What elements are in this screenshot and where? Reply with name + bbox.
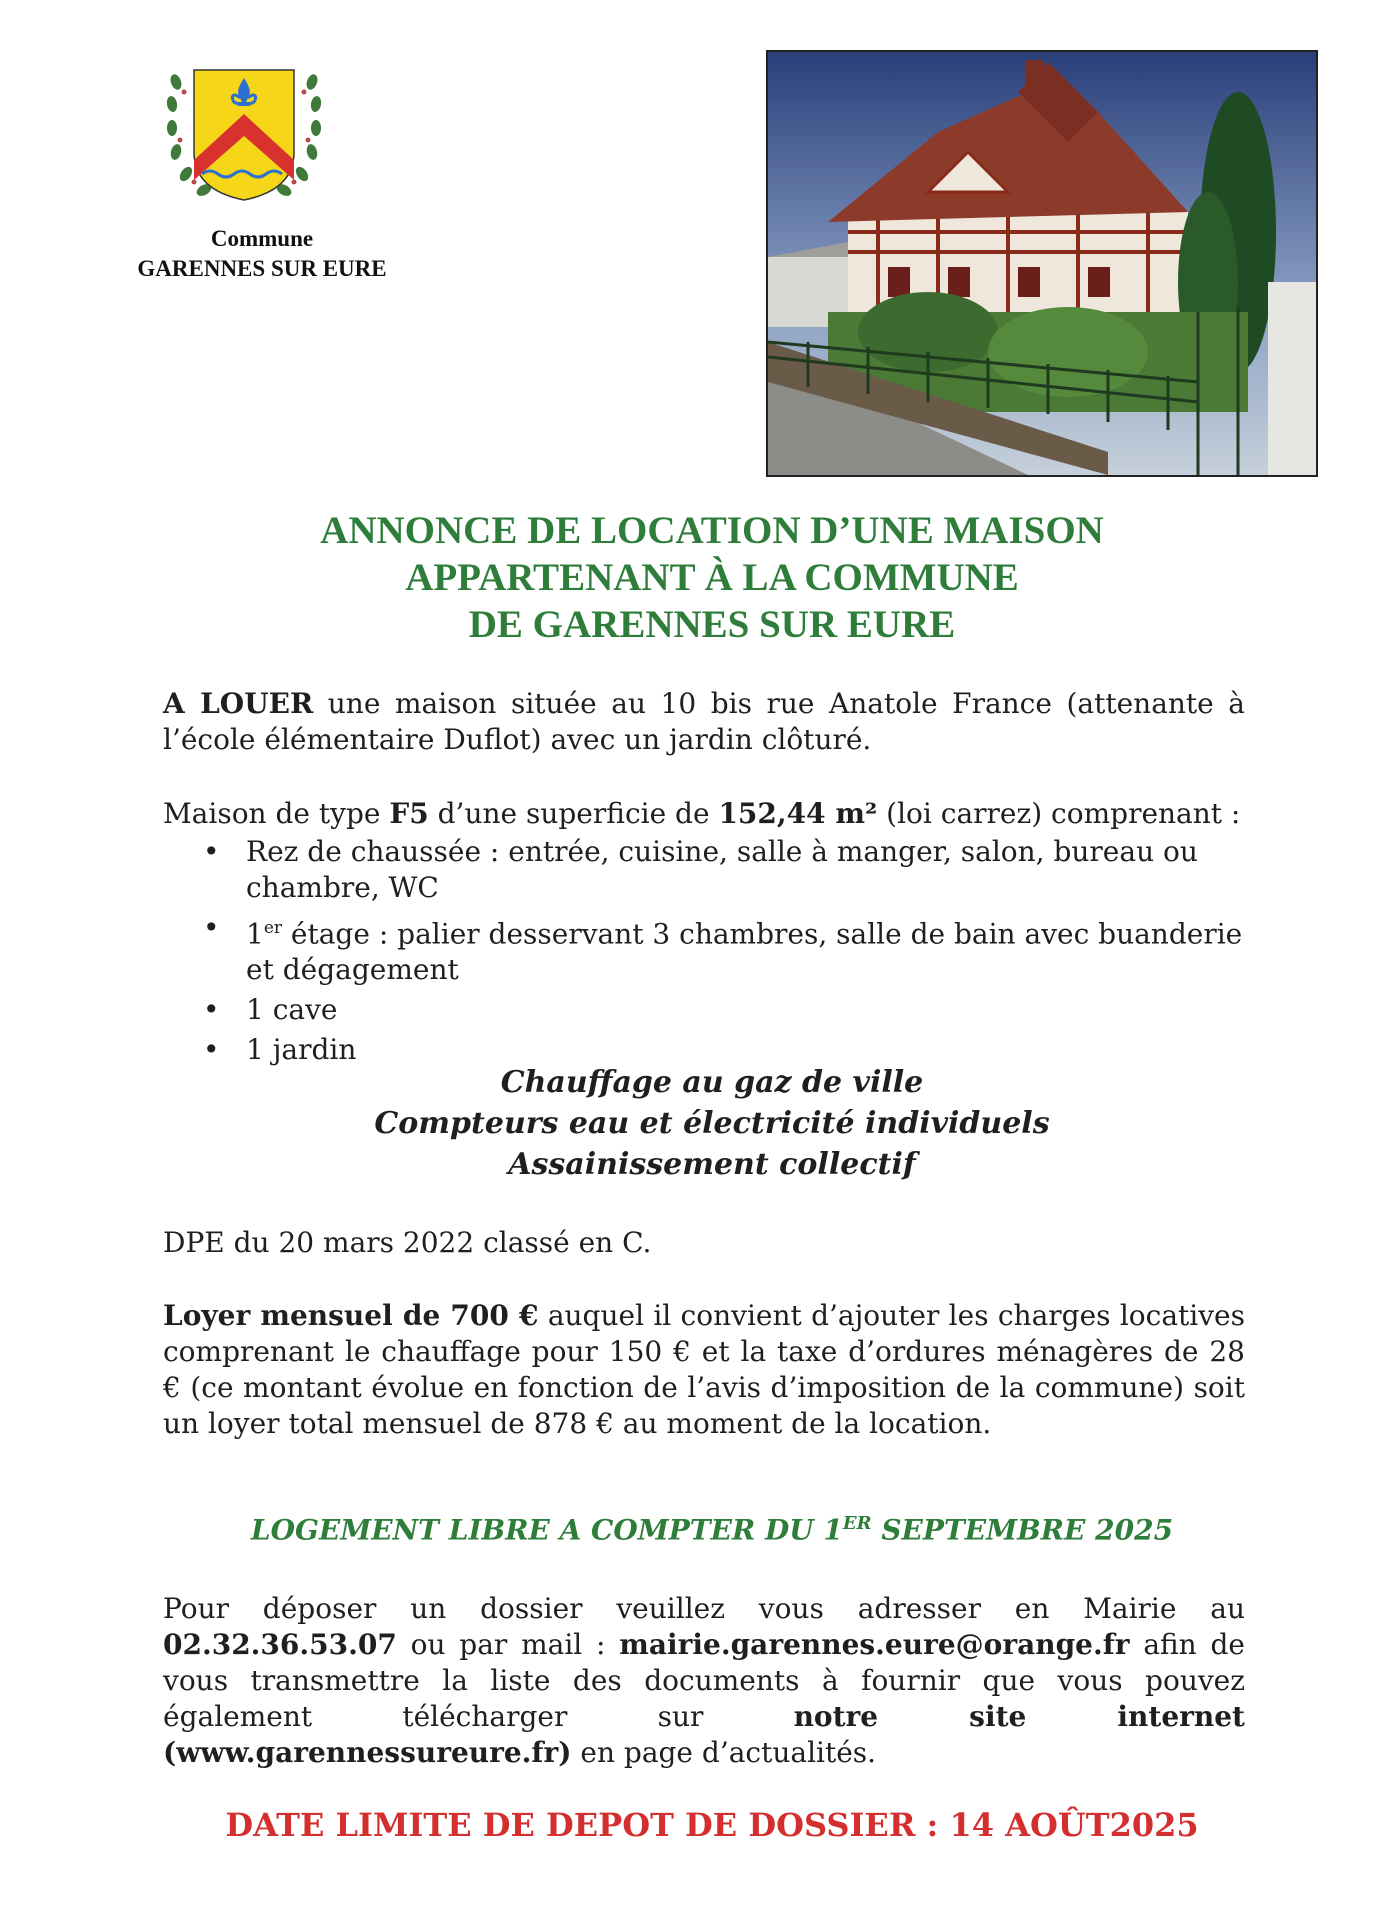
contact-part-3: afin de vous transmettre la liste des documents à fournir que vous pouvez également télécharger sur <box>163 1628 1245 1733</box>
house-area: 152,44 m² <box>718 797 878 830</box>
title-line-3: DE GARENNES SUR EURE <box>468 603 956 646</box>
contact-part-1: Pour déposer un dossier veuillez vous adresser en Mairie au <box>163 1592 1245 1625</box>
list-item <box>163 910 1245 988</box>
rent-lead: Loyer mensuel de 700 € <box>163 1299 539 1332</box>
rent-text: auquel il convient d’ajouter les charges locatives comprenant le chauffage pour 150 € et la taxe d’ordures ménagères de 28 € (ce montant évolue en fonction de l’avis d’imposition de la commune) soit un loyer total mensuel de 878 € au moment de la location. <box>163 1299 1245 1440</box>
list-item <box>163 834 1245 906</box>
website-label: notre site internet <box>793 1700 1245 1733</box>
intro-lead: A LOUER <box>163 687 314 720</box>
house-type: F5 <box>389 797 429 830</box>
room-first-floor: étage : palier desservant 3 chambres, salle de bain avec buanderie et dégagement <box>246 917 1243 987</box>
commune-town: GARENNES SUR EURE <box>137 256 387 281</box>
title-line-1: ANNONCE DE LOCATION D’UNE MAISON <box>320 509 1104 552</box>
contact-phone[interactable]: 02.32.36.53.07 <box>163 1628 397 1661</box>
rent-paragraph <box>163 1298 1245 1442</box>
announcement-title <box>130 507 1294 648</box>
availability-date: SEPTEMBRE 2025 <box>871 1513 1174 1547</box>
commune-name <box>112 224 412 284</box>
desc-part-3: (loi carrez) comprenant : <box>877 797 1241 830</box>
features-block <box>130 1062 1294 1185</box>
description-paragraph <box>163 796 1245 832</box>
room-ground-floor: Rez de chaussée : entrée, cuisine, salle à manger, salon, bureau ou chambre, WC <box>246 835 1198 904</box>
contact-part-4: en page d’actualités. <box>571 1736 877 1769</box>
commune-label: Commune <box>210 226 314 251</box>
desc-part-2: d’une superficie de <box>428 797 719 830</box>
room-cellar: 1 cave <box>246 993 338 1027</box>
room-garden: 1 jardin <box>246 1033 357 1067</box>
contact-email[interactable]: mairie.garennes.eure@orange.fr <box>619 1628 1130 1661</box>
deadline-line: DATE LIMITE DE DEPOT DE DOSSIER : 14 AOÛT2025 <box>225 1806 1199 1844</box>
contact-part-2: ou par mail : <box>396 1628 620 1661</box>
availability-text: LOGEMENT LIBRE A COMPTER DU 1 <box>250 1513 843 1547</box>
floor-superscript: er <box>263 918 283 938</box>
intro-paragraph <box>163 686 1245 758</box>
feature-sanitation: Assainissement collectif <box>508 1147 916 1182</box>
availability-line <box>130 1513 1294 1546</box>
house-photo <box>766 50 1318 477</box>
floor-number: 1 <box>246 917 264 951</box>
rooms-list <box>163 834 1245 1072</box>
intro-text: une maison située au 10 bis rue Anatole France (attenante à l’école élémentaire Duflot) avec un jardin clôturé. <box>163 687 1245 756</box>
dpe-line: DPE du 20 mars 2022 classé en C. <box>163 1226 652 1259</box>
feature-heating: Chauffage au gaz de ville <box>500 1065 924 1100</box>
feature-meters: Compteurs eau et électricité individuels <box>374 1106 1050 1141</box>
coat-of-arms-logo <box>164 62 324 210</box>
desc-part-1: Maison de type <box>163 797 390 830</box>
availability-superscript: ER <box>842 1513 872 1534</box>
contact-paragraph <box>163 1591 1245 1771</box>
website-link[interactable]: (www.garennessureure.fr) <box>163 1736 572 1769</box>
title-line-2: APPARTENANT À LA COMMUNE <box>405 556 1019 599</box>
list-item <box>163 992 1245 1028</box>
